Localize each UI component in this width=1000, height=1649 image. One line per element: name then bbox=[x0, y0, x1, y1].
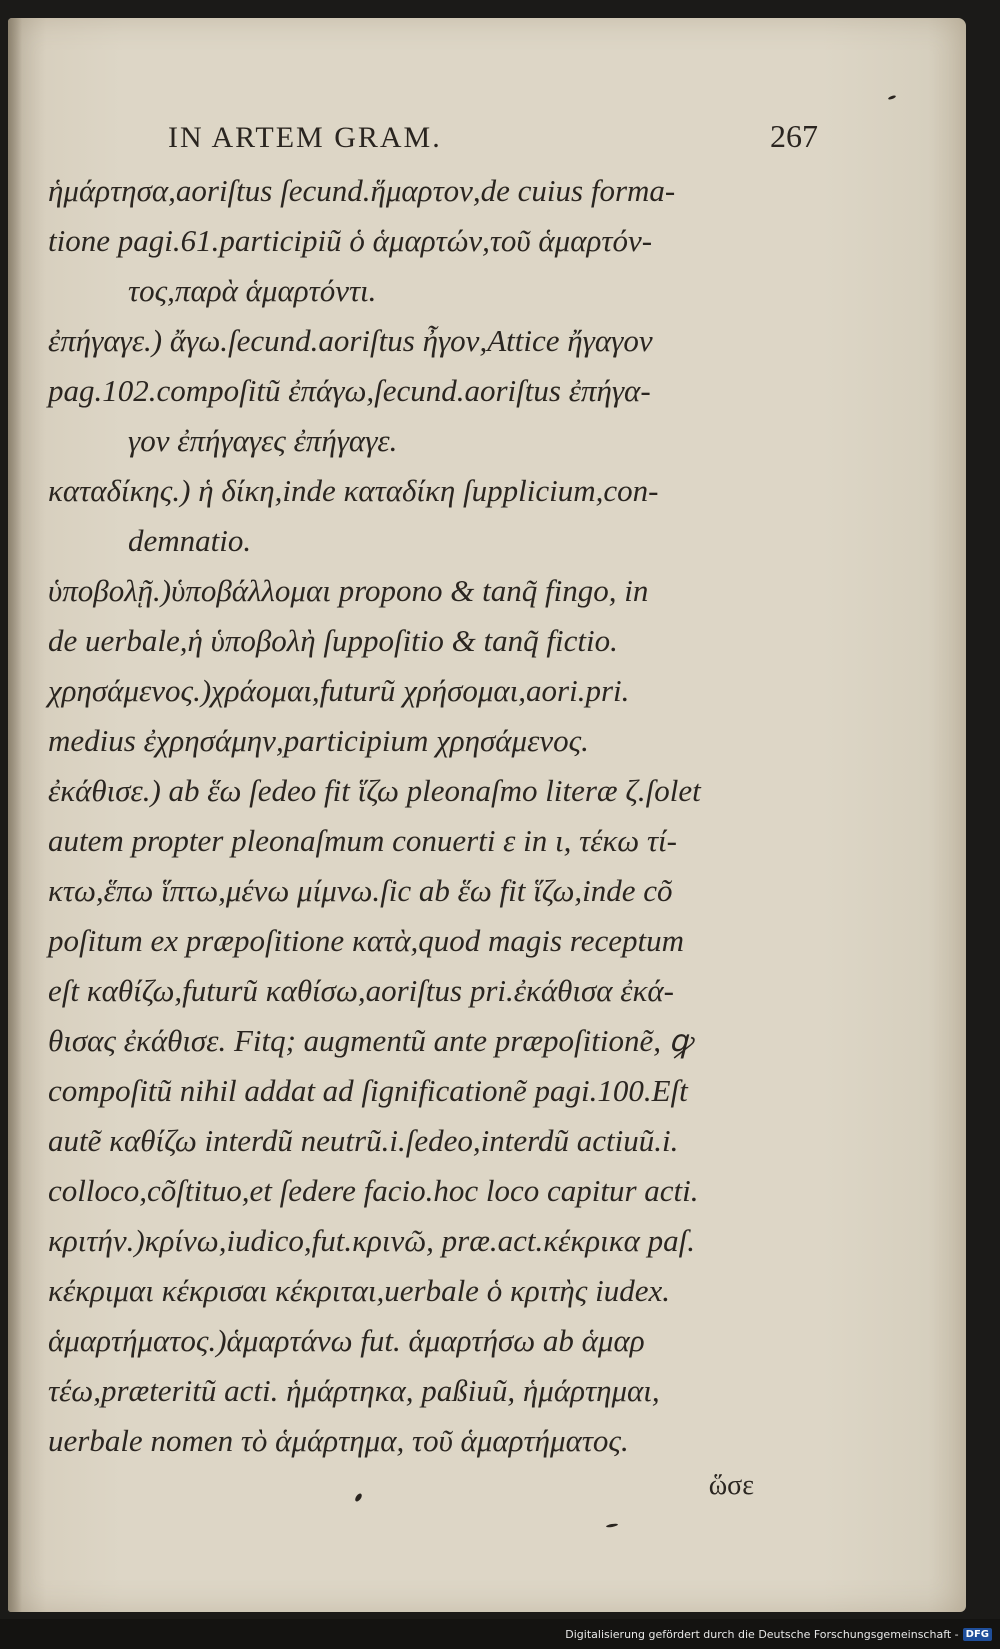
text-line: χρησάμενος.)χράομαι,futurũ χρήσομαι,aori.pri. bbox=[48, 673, 630, 708]
text-line: uerbale nomen τὸ ἁμάρτημα, τοῦ ἁμαρτήματος. bbox=[48, 1423, 629, 1458]
dfg-logo: DFG bbox=[963, 1628, 992, 1641]
text-line: κτω,ἕπω ἵπτω,μένω μίμνω.ſic ab ἕω fit ἵζω,inde cõ bbox=[48, 873, 673, 908]
text-block bbox=[48, 118, 818, 1506]
text-line: pag.102.compoſitũ ἐπάγω,ſecund.aoriſtus ἐπήγα- bbox=[48, 373, 651, 408]
text-line: de uerbale,ἡ ὑποβολὴ ſuppoſitio & tanq̃ fictio. bbox=[48, 623, 618, 658]
text-line: eſt καθίζω,futurũ καθίσω,aoriſtus pri.ἐκάθισα ἐκά- bbox=[48, 973, 674, 1008]
text-line: καταδίκης.) ἡ δίκη,inde καταδίκη ſupplicium,con- bbox=[48, 473, 659, 508]
text-line: κριτήν.)κρίνω,iudico,fut.κρινῶ, præ.act.κέκρικα paſ. bbox=[48, 1223, 696, 1258]
text-line: poſitum ex præpoſitione κατὰ,quod magis receptum bbox=[48, 923, 684, 958]
ink-speck bbox=[606, 1523, 618, 1528]
text-line: τέω,præteritũ acti. ἡμάρτηκα, paßiuũ, ἡμάρτημαι, bbox=[48, 1373, 660, 1408]
text-line: ὑποβολῇ.)ὑποβάλλομαι propono & tanq̃ fingo, in bbox=[48, 573, 649, 608]
running-head bbox=[168, 118, 818, 166]
text-line: demnatio. bbox=[128, 523, 252, 558]
gutter-shadow bbox=[8, 18, 22, 1612]
text-line: colloco,cõſtituo,et ſedere facio.hoc loco capitur acti. bbox=[48, 1173, 699, 1208]
text-line: medius ἐχρησάμην,participium χρησάμενος. bbox=[48, 723, 589, 758]
digitization-footer bbox=[0, 1619, 1000, 1649]
text-line: compoſitũ nihil addat ad ſignificationẽ pagi.100.Eſt bbox=[48, 1073, 688, 1108]
text-line: ἡμάρτησα,aoriſtus ſecund.ἥμαρτον,de cuius forma- bbox=[48, 173, 676, 208]
text-line: θισας ἐκάθισε. Fitq; augmentũ ante præpoſitionẽ, ꝙ bbox=[48, 1023, 693, 1058]
ink-speck bbox=[888, 95, 897, 101]
text-line: ἐκάθισε.) ab ἕω ſedeo fit ἵζω pleonaſmo literæ ζ.ſolet bbox=[48, 773, 701, 808]
digitization-credit: Digitalisierung gefördert durch die Deutsche Forschungsgemeinschaft - bbox=[565, 1627, 959, 1641]
running-head-title: IN ARTEM GRAM. bbox=[168, 121, 442, 154]
text-line: κέκριμαι κέκρισαι κέκριται,uerbale ὁ κριτὴς iudex. bbox=[48, 1273, 670, 1308]
text-line: τος,παρὰ ἁμαρτόντι. bbox=[128, 273, 377, 308]
text-line: autẽ καθίζω interdũ neutrũ.i.ſedeo,interdũ actiuũ.i. bbox=[48, 1123, 679, 1158]
text-line: ἐπήγαγε.) ἄγω.ſecund.aoriſtus ἦγον,Attice ἤγαγον bbox=[48, 323, 653, 358]
text-line: γον ἐπήγαγες ἐπήγαγε. bbox=[128, 423, 398, 458]
text-line: ἁμαρτήματος.)ἁμαρτάνω fut. ἁμαρτήσω ab ἁμαρ bbox=[48, 1323, 645, 1358]
paper-leaf bbox=[8, 18, 966, 1612]
text-line: autem propter pleonaſmum conuerti ε in ι, τέκω τί- bbox=[48, 823, 677, 858]
text-line: tione pagi.61.participiũ ὁ ἁμαρτών,τοῦ ἁμαρτόν- bbox=[48, 223, 653, 258]
page-number: 267 bbox=[770, 118, 818, 154]
catchword: ὥσε bbox=[708, 1470, 754, 1501]
